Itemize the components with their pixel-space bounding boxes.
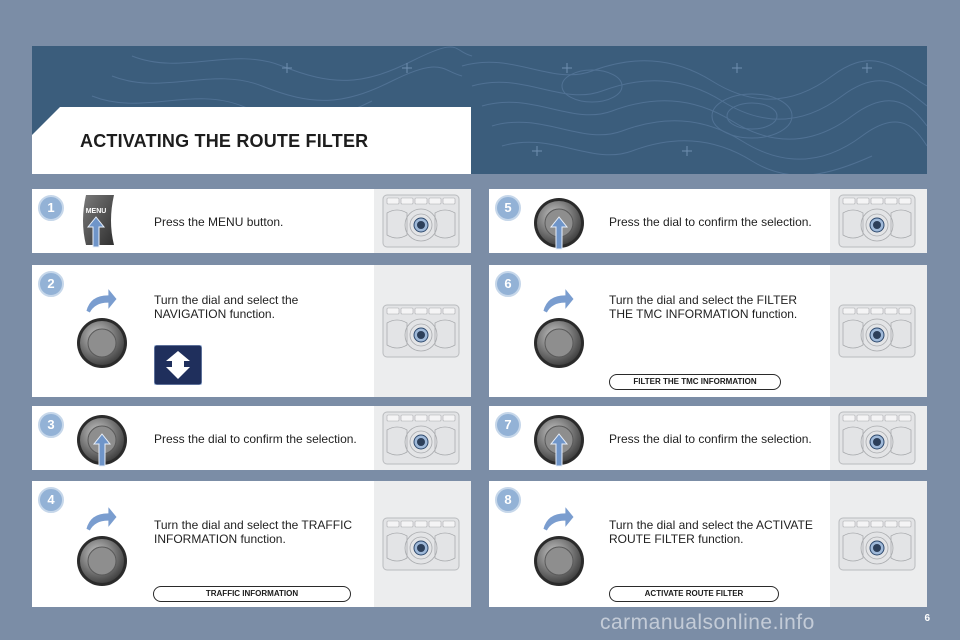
step-number-badge: 8 — [495, 487, 521, 513]
step-3 — [32, 406, 471, 470]
step-instruction: Turn the dial and select the TRAFFIC INFORMATION function. — [154, 518, 353, 546]
turn-arrow-icon — [541, 503, 575, 536]
dial-turn-icon — [531, 315, 579, 363]
step-1 — [32, 189, 471, 253]
console-illustration — [837, 193, 917, 253]
console-illustration — [381, 410, 461, 470]
console-illustration — [381, 193, 461, 253]
step-number-badge: 2 — [38, 271, 64, 297]
page-number: 6 — [924, 613, 930, 624]
step-instruction: Press the dial to confirm the selection. — [609, 432, 812, 446]
step-2 — [32, 265, 471, 397]
step-number-badge: 6 — [495, 271, 521, 297]
step-number-badge: 4 — [38, 487, 64, 513]
turn-arrow-icon — [84, 285, 118, 318]
step-instruction: Press the MENU button. — [154, 215, 284, 229]
watermark: carmanualsonline.info — [600, 611, 815, 634]
step-instruction: Turn the dial and select the FILTER THE TMC INFORMATION function. — [609, 293, 798, 321]
dial-press-icon — [531, 195, 579, 243]
step-instruction: Turn the dial and select the NAVIGATION function. — [154, 293, 299, 321]
dial-turn-icon — [531, 533, 579, 581]
step-instruction: Press the dial to confirm the selection. — [154, 432, 357, 446]
step-number-badge: 3 — [38, 412, 64, 438]
step-number-badge: 5 — [495, 195, 521, 221]
step-instruction: Press the dial to confirm the selection. — [609, 215, 812, 229]
menu-button-icon — [78, 193, 126, 241]
turn-arrow-icon — [541, 285, 575, 318]
svg-text:MENU: MENU — [85, 208, 107, 215]
dial-press-icon — [74, 412, 122, 460]
menu-option-label: TRAFFIC INFORMATION — [153, 586, 351, 602]
turn-arrow-icon — [84, 503, 118, 536]
step-5 — [489, 189, 927, 253]
step-7 — [489, 406, 927, 470]
navigation-function-icon — [154, 345, 202, 390]
step-number-badge: 7 — [495, 412, 521, 438]
console-illustration — [837, 516, 917, 577]
dial-turn-icon — [74, 315, 122, 363]
step-4 — [32, 481, 471, 607]
dial-press-icon — [531, 412, 579, 460]
console-illustration — [837, 303, 917, 364]
console-illustration — [837, 410, 917, 470]
step-8 — [489, 481, 927, 607]
step-instruction: Turn the dial and select the ACTIVATE ROUTE FILTER function. — [609, 518, 813, 546]
page-title: ACTIVATING THE ROUTE FILTER — [80, 131, 369, 151]
title-panel-corner — [32, 107, 60, 135]
menu-option-label: FILTER THE TMC INFORMATION — [609, 374, 781, 390]
step-number-badge: 1 — [38, 195, 64, 221]
console-illustration — [381, 303, 461, 364]
step-6 — [489, 265, 927, 397]
console-illustration — [381, 516, 461, 577]
dial-turn-icon — [74, 533, 122, 581]
menu-option-label: ACTIVATE ROUTE FILTER — [609, 586, 779, 602]
